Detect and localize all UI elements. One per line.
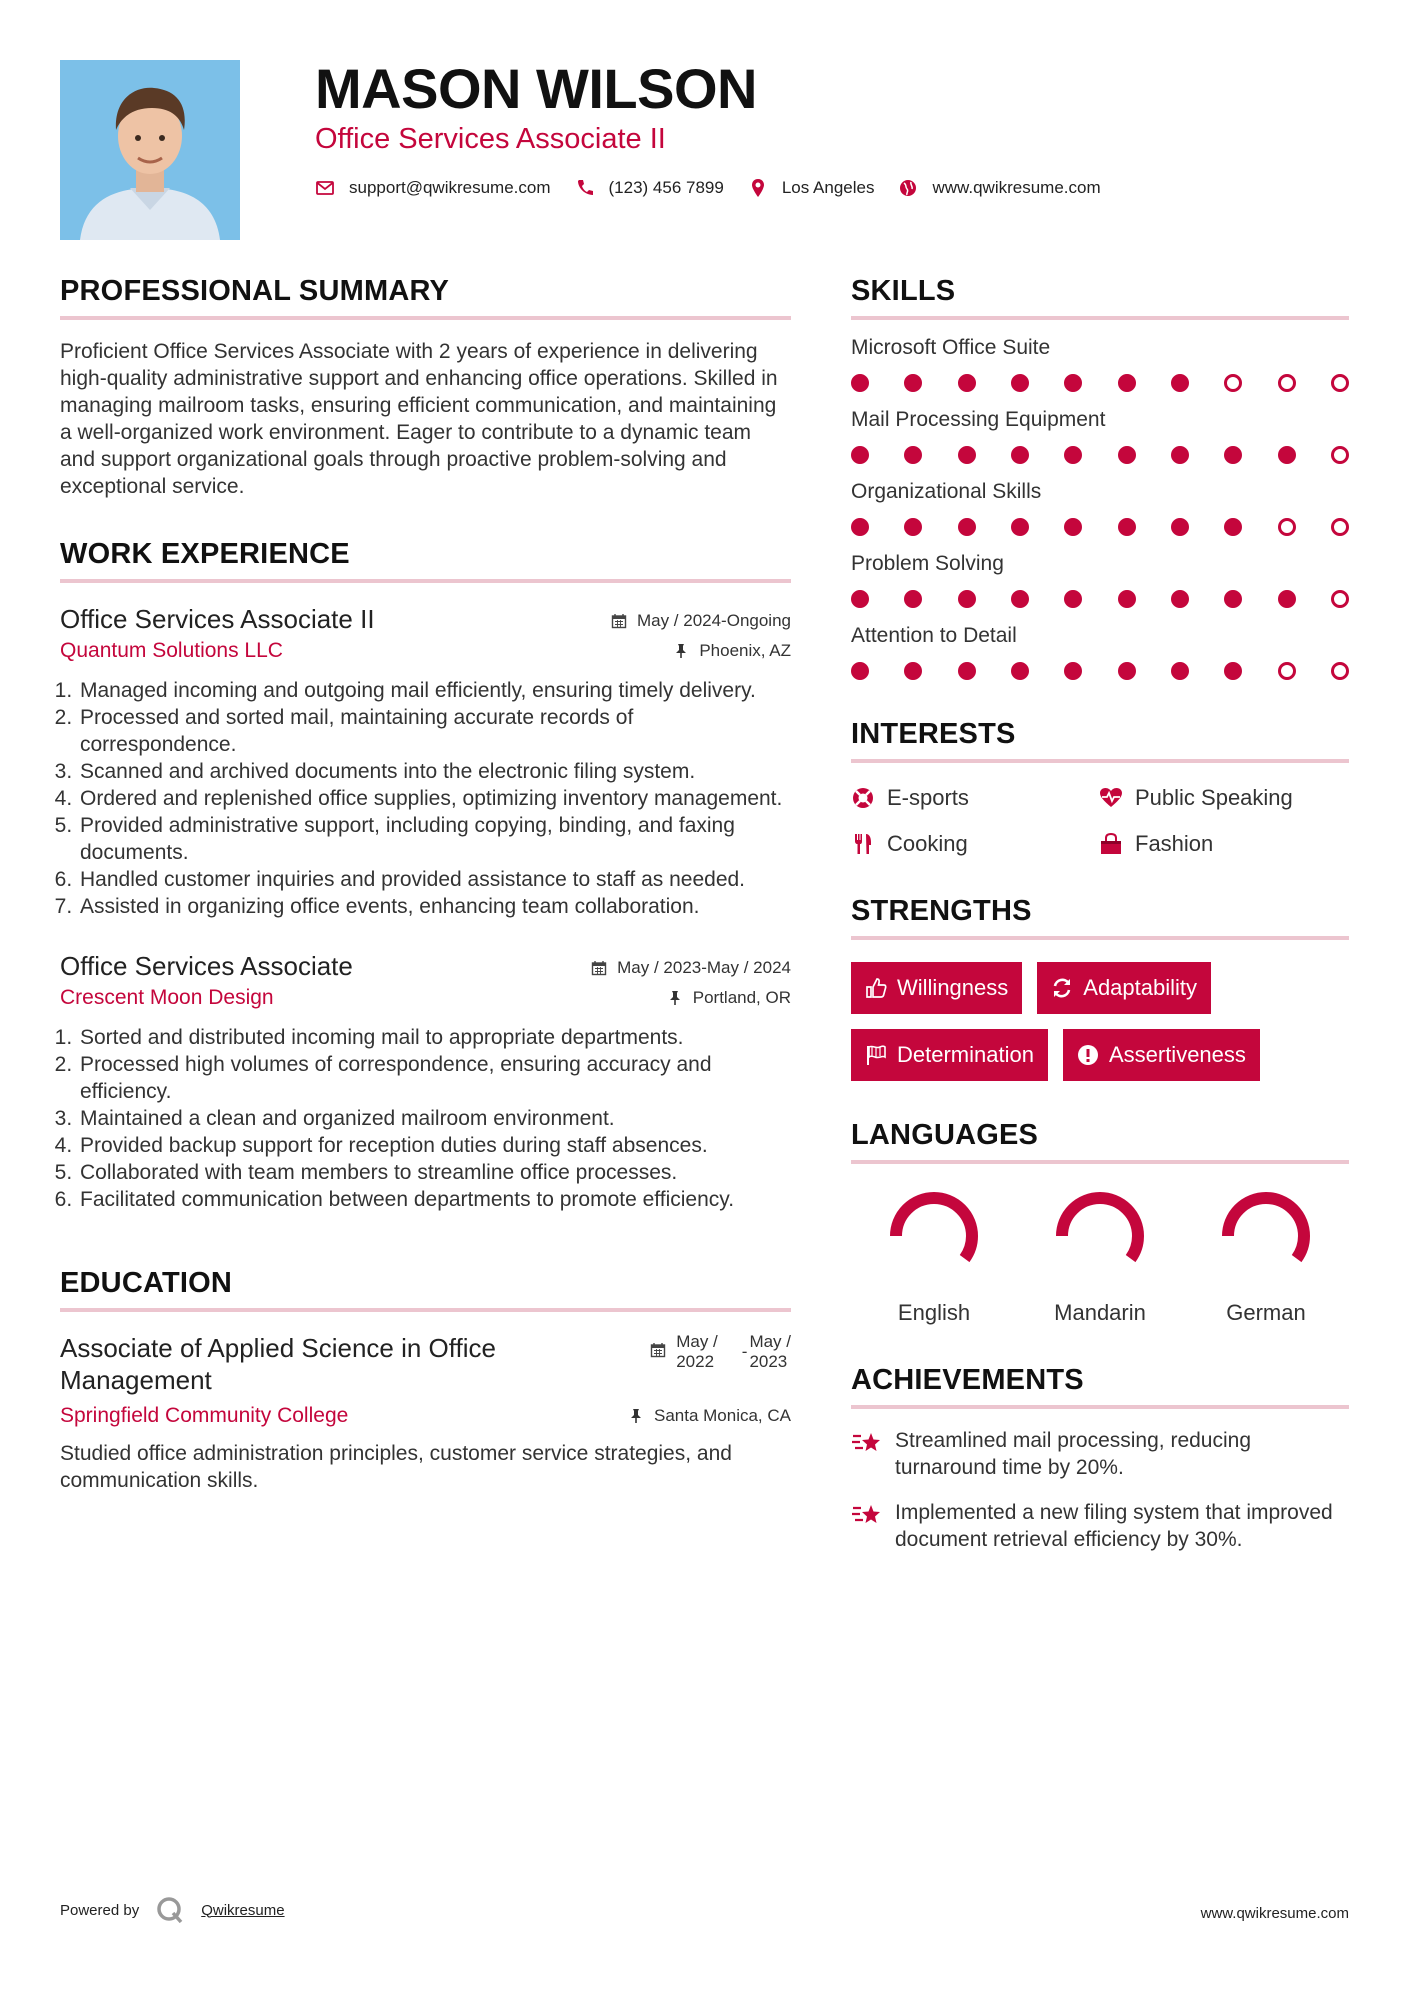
brand-link[interactable]: Qwikresume xyxy=(201,1901,285,1919)
list-item: 1. Sorted and distributed incoming mail to appropriate departments. xyxy=(78,1024,791,1051)
language-level-arc xyxy=(1228,1198,1304,1274)
phone-icon xyxy=(575,178,595,198)
job-dates-text: May / 2023-May / 2024 xyxy=(617,958,791,977)
achievement-text: Implemented a new filing system that improved document retrieval efficiency by 30%. xyxy=(895,1501,1333,1551)
contact-website[interactable] xyxy=(898,178,1100,198)
skills-section xyxy=(851,275,1349,680)
pushpin-icon xyxy=(667,990,683,1006)
candidate-name: MASON WILSON xyxy=(315,57,757,120)
list-item: 2. Processed high volumes of correspondence, ensuring accuracy and efficiency. xyxy=(78,1051,791,1105)
list-item: 4. Provided backup support for reception duties during staff absences. xyxy=(78,1132,791,1159)
rating-dot-empty xyxy=(1331,590,1349,608)
skill-name: Problem Solving xyxy=(851,552,1004,575)
rating-dot-empty xyxy=(1331,374,1349,392)
date-separator: - xyxy=(741,1342,748,1361)
rating-dot-filled xyxy=(1011,518,1029,536)
job-dates-text: May / 2024-Ongoing xyxy=(636,611,791,630)
rating-dot-filled xyxy=(958,374,976,392)
strength-label: Adaptability xyxy=(1083,975,1198,1000)
rating-dot-filled xyxy=(1224,446,1242,464)
list-item: 3. Maintained a clean and organized mailroom environment. xyxy=(78,1105,791,1132)
rating-dot-filled xyxy=(1224,590,1242,608)
rating-dot-filled xyxy=(1171,374,1189,392)
skill-rating xyxy=(851,590,1349,608)
strength-label: Assertiveness xyxy=(1108,1042,1246,1067)
skill-name: Organizational Skills xyxy=(851,480,1042,503)
summary-heading: PROFESSIONAL SUMMARY xyxy=(60,275,791,320)
envelope-icon xyxy=(315,178,335,198)
company-name: Quantum Solutions LLC xyxy=(60,639,283,662)
list-item: 7. Assisted in organizing office events, enhancing team collaboration. xyxy=(78,893,791,920)
job-title: Office Services Associate II xyxy=(60,604,375,634)
interest-label: Fashion xyxy=(1135,831,1214,856)
education-location-text: Santa Monica, CA xyxy=(653,1406,791,1425)
job-dates xyxy=(591,958,791,978)
rating-dot-filled xyxy=(958,662,976,680)
rating-dot-filled xyxy=(1064,446,1082,464)
rating-dot-filled xyxy=(1224,518,1242,536)
language-level-arc xyxy=(1062,1198,1138,1274)
left-column xyxy=(60,275,791,1494)
rating-dot-filled xyxy=(904,590,922,608)
achievement-item xyxy=(851,1499,1349,1553)
contact-phone-text: (123) 456 7899 xyxy=(608,178,724,197)
rating-dot-filled xyxy=(1171,518,1189,536)
rating-dot-filled xyxy=(1278,446,1296,464)
strengths-section xyxy=(851,895,1349,1081)
contact-bar xyxy=(315,178,1125,198)
globe-icon xyxy=(898,178,918,198)
rating-dot-filled xyxy=(904,662,922,680)
achievement-item xyxy=(851,1427,1349,1481)
candidate-title: Office Services Associate II xyxy=(315,123,666,155)
list-item: 5. Collaborated with team members to streamline office processes. xyxy=(78,1159,791,1186)
rating-dot-filled xyxy=(958,590,976,608)
strength-tag xyxy=(1063,1029,1260,1081)
lifebuoy-icon xyxy=(851,786,875,810)
job-location xyxy=(673,641,791,661)
heartbeat-icon xyxy=(1099,786,1123,810)
qwikresume-logo-icon xyxy=(155,1895,185,1925)
rating-dot-empty xyxy=(1331,662,1349,680)
language-level-ring xyxy=(884,1186,984,1286)
profile-photo xyxy=(60,60,240,240)
rating-dot-empty xyxy=(1278,662,1296,680)
map-pin-icon xyxy=(748,178,768,198)
rating-dot-filled xyxy=(904,446,922,464)
language-name: English xyxy=(897,1300,971,1325)
rating-dot-empty xyxy=(1278,518,1296,536)
rating-dot-filled xyxy=(1118,446,1136,464)
shopping-bag-icon xyxy=(1099,832,1123,856)
pushpin-icon xyxy=(673,643,689,659)
job-location xyxy=(667,988,791,1008)
exclamation-icon xyxy=(1077,1044,1099,1066)
job-entry xyxy=(60,603,791,920)
school-name: Springfield Community College xyxy=(60,1404,349,1427)
footer-branding xyxy=(60,1895,285,1925)
interest-item xyxy=(1099,785,1347,811)
education-start-month: May / xyxy=(676,1332,718,1351)
rating-dot-filled xyxy=(1064,374,1082,392)
rating-dot-filled xyxy=(1171,662,1189,680)
skill-rating xyxy=(851,374,1349,392)
calendar-icon xyxy=(650,1342,666,1358)
strength-tag xyxy=(1037,962,1211,1014)
skill-item xyxy=(851,550,1349,608)
pushpin-icon xyxy=(628,1408,644,1424)
job-location-text: Phoenix, AZ xyxy=(699,641,791,660)
rating-dot-filled xyxy=(1064,590,1082,608)
education-end-year: 2023 xyxy=(749,1352,788,1371)
shooting-star-icon xyxy=(851,1427,883,1459)
thumbs-up-icon xyxy=(865,977,887,999)
skills-list xyxy=(851,334,1349,680)
strength-label: Willingness xyxy=(897,975,1009,1000)
job-responsibilities xyxy=(60,677,791,920)
interests-section xyxy=(851,718,1349,857)
rating-dot-filled xyxy=(1011,662,1029,680)
calendar-icon xyxy=(591,960,607,976)
rating-dot-filled xyxy=(1011,374,1029,392)
language-name: German xyxy=(1226,1300,1306,1325)
languages-list xyxy=(851,1186,1349,1326)
interest-item xyxy=(851,785,1099,811)
contact-email-text: support@qwikresume.com xyxy=(349,178,551,197)
list-item: 2. Processed and sorted mail, maintaining accurate records of correspondence. xyxy=(78,704,791,758)
list-item: 6. Handled customer inquiries and provided assistance to staff as needed. xyxy=(78,866,791,893)
skill-name: Attention to Detail xyxy=(851,624,1017,647)
job-responsibilities xyxy=(60,1024,791,1213)
rating-dot-empty xyxy=(1224,374,1242,392)
rating-dot-filled xyxy=(851,518,869,536)
skill-rating xyxy=(851,518,1349,536)
rating-dot-filled xyxy=(1064,518,1082,536)
list-item: 3. Scanned and archived documents into the electronic filing system. xyxy=(78,758,791,785)
skill-name: Mail Processing Equipment xyxy=(851,408,1106,431)
job-location-text: Portland, OR xyxy=(692,988,791,1007)
job-entry xyxy=(60,950,791,1213)
utensils-icon xyxy=(851,832,875,856)
education-heading: EDUCATION xyxy=(60,1267,791,1312)
rating-dot-filled xyxy=(958,446,976,464)
language-level-ring xyxy=(1216,1186,1316,1286)
skills-heading: SKILLS xyxy=(851,275,1349,320)
strength-label: Determination xyxy=(897,1042,1034,1067)
achievements-heading: ACHIEVEMENTS xyxy=(851,1364,1349,1409)
interests-heading: INTERESTS xyxy=(851,718,1349,763)
interest-item xyxy=(851,831,1099,857)
languages-section xyxy=(851,1119,1349,1326)
experience-heading: WORK EXPERIENCE xyxy=(60,538,791,583)
contact-location-text: Los Angeles xyxy=(781,178,875,197)
interest-label: Cooking xyxy=(887,831,968,856)
education-end-month: May / xyxy=(749,1332,791,1351)
flag-icon xyxy=(865,1044,887,1066)
company-name: Crescent Moon Design xyxy=(60,986,274,1009)
rating-dot-filled xyxy=(1224,662,1242,680)
rating-dot-filled xyxy=(1171,446,1189,464)
skill-item xyxy=(851,622,1349,680)
person-portrait-icon xyxy=(60,60,240,240)
language-item xyxy=(851,1186,1017,1326)
rating-dot-filled xyxy=(1118,374,1136,392)
contact-phone[interactable] xyxy=(575,178,724,198)
shooting-star-icon xyxy=(851,1499,883,1531)
strength-tag xyxy=(851,1029,1048,1081)
education-section xyxy=(60,1267,791,1494)
achievement-text: Streamlined mail processing, reducing turnaround time by 20%. xyxy=(895,1429,1252,1479)
rating-dot-empty xyxy=(1331,518,1349,536)
interest-label: E-sports xyxy=(887,785,969,810)
right-column xyxy=(851,275,1349,1553)
education-description: Studied office administration principles, customer service strategies, and communication skills. xyxy=(60,1442,732,1492)
strengths-heading: STRENGTHS xyxy=(851,895,1349,940)
interest-item xyxy=(1099,831,1347,857)
education-location xyxy=(628,1406,791,1426)
strength-tag xyxy=(851,962,1022,1014)
rating-dot-filled xyxy=(851,446,869,464)
education-start-year: 2022 xyxy=(676,1352,715,1371)
job-dates xyxy=(611,611,791,631)
language-item xyxy=(1017,1186,1183,1326)
language-item xyxy=(1183,1186,1349,1326)
rating-dot-filled xyxy=(1278,590,1296,608)
rating-dot-filled xyxy=(851,662,869,680)
language-level-arc xyxy=(896,1198,972,1274)
skill-item xyxy=(851,334,1349,392)
skill-item xyxy=(851,478,1349,536)
skill-item xyxy=(851,406,1349,464)
contact-location xyxy=(748,178,875,198)
powered-by-text: Powered by xyxy=(60,1901,140,1919)
education-dates xyxy=(650,1332,791,1372)
job-title: Office Services Associate xyxy=(60,951,353,981)
languages-heading: LANGUAGES xyxy=(851,1119,1349,1164)
contact-email[interactable] xyxy=(315,178,551,198)
list-item: 1. Managed incoming and outgoing mail efficiently, ensuring timely delivery. xyxy=(78,677,791,704)
summary-section xyxy=(60,275,791,500)
rating-dot-filled xyxy=(904,518,922,536)
language-name: Mandarin xyxy=(1054,1300,1146,1325)
experience-section xyxy=(60,538,791,1213)
rating-dot-filled xyxy=(1118,590,1136,608)
footer-website[interactable]: www.qwikresume.com xyxy=(1200,1905,1349,1922)
list-item: 5. Provided administrative support, including copying, binding, and faxing documents. xyxy=(78,812,791,866)
skill-name: Microsoft Office Suite xyxy=(851,336,1051,359)
achievements-section xyxy=(851,1364,1349,1553)
interest-label: Public Speaking xyxy=(1135,785,1293,810)
rating-dot-filled xyxy=(1011,590,1029,608)
list-item: 4. Ordered and replenished office supplies, optimizing inventory management. xyxy=(78,785,791,812)
refresh-icon xyxy=(1051,977,1073,999)
summary-text: Proficient Office Services Associate with 2 years of experience in delivering high-quality administrative support and enhancing office operations. Skilled in managing mailroom tasks, ensuring efficient communication, and maintaining a well-organized work environment. Eager to contribute to a dynamic team and support organizational goals through proactive problem-solving and exceptional service. xyxy=(60,340,778,498)
rating-dot-filled xyxy=(1011,446,1029,464)
education-entry xyxy=(60,1332,791,1494)
degree-title: Associate of Applied Science in Office Management xyxy=(60,1333,496,1395)
rating-dot-filled xyxy=(1118,518,1136,536)
calendar-icon xyxy=(611,613,627,629)
rating-dot-filled xyxy=(1064,662,1082,680)
skill-rating xyxy=(851,446,1349,464)
rating-dot-empty xyxy=(1278,374,1296,392)
rating-dot-filled xyxy=(1118,662,1136,680)
rating-dot-filled xyxy=(904,374,922,392)
language-level-ring xyxy=(1050,1186,1150,1286)
rating-dot-filled xyxy=(851,374,869,392)
skill-rating xyxy=(851,662,1349,680)
rating-dot-empty xyxy=(1331,446,1349,464)
contact-website-text: www.qwikresume.com xyxy=(932,178,1101,197)
list-item: 6. Facilitated communication between departments to promote efficiency. xyxy=(78,1186,791,1213)
rating-dot-filled xyxy=(1171,590,1189,608)
rating-dot-filled xyxy=(958,518,976,536)
rating-dot-filled xyxy=(851,590,869,608)
